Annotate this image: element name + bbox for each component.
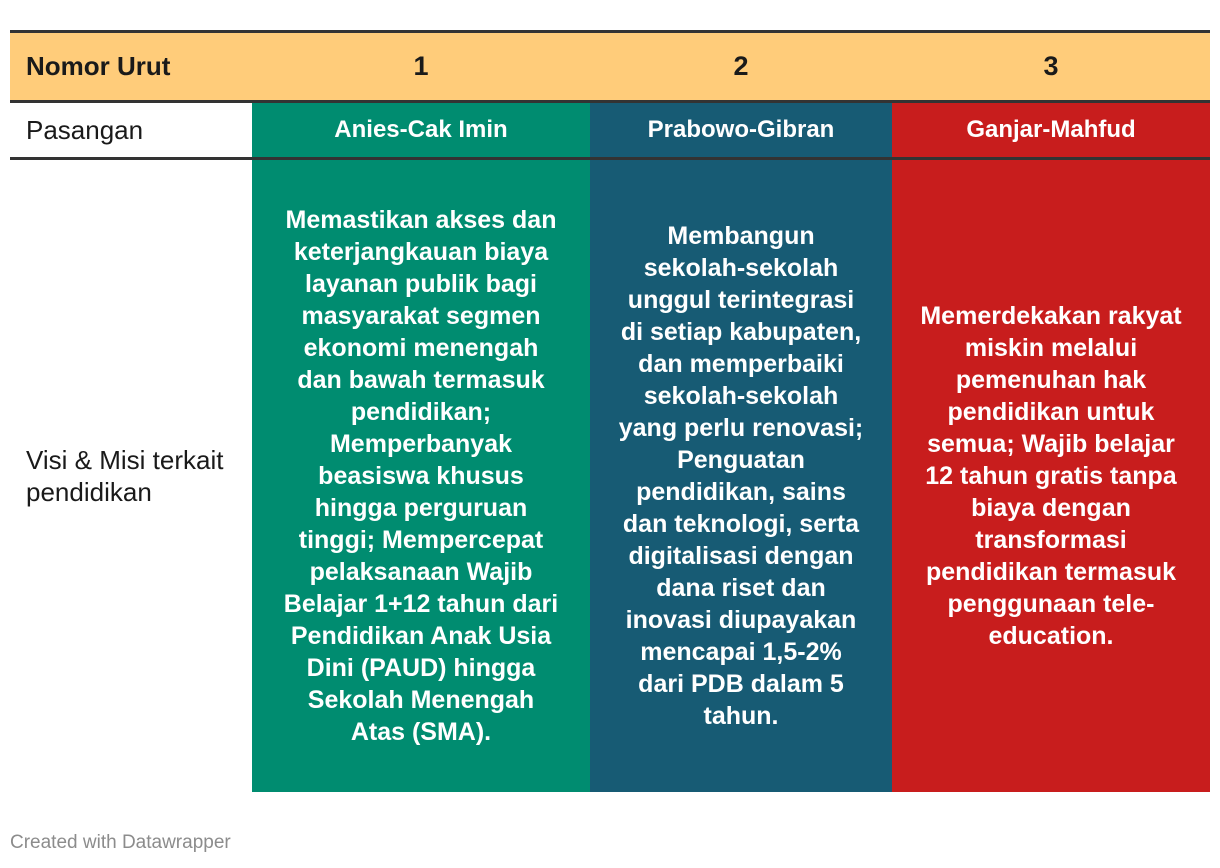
visi-row xyxy=(10,160,1210,792)
pair-row xyxy=(10,103,1210,160)
number-3: 3 xyxy=(1043,51,1059,81)
pair-name-2: Prabowo-Gibran xyxy=(590,103,892,157)
pair-label: Pasangan xyxy=(26,114,144,145)
comparison-table xyxy=(10,30,1210,792)
visi-text-1: Memastikan akses dan keterjangkauan biaya layanan publik bagi masyarakat segmen ekonomi menengah dan bawah termasuk pendidikan; Memperbanyak beasiswa khusus hingga perguruan tinggi; Mempercepat pelaksanaan Wajib Belajar 1+12 tahun dari Pendidikan Anak Usia Dini (PAUD) hingga Sekolah Menengah Atas (SMA). xyxy=(252,160,590,792)
visi-text-3: Memerdekakan rakyat miskin melalui pemenuhan hak pendidikan untuk semua; Wajib belajar 12 tahun gratis tanpa biaya dengan transformasi pendidikan termasuk penggunaan tele-education. xyxy=(892,160,1210,792)
number-1: 1 xyxy=(413,51,429,81)
visi-label: Visi & Misi terkait pendidikan xyxy=(26,445,224,507)
header-label: Nomor Urut xyxy=(26,51,171,81)
pair-name-3: Ganjar-Mahfud xyxy=(892,103,1210,157)
pair-name-1: Anies-Cak Imin xyxy=(252,103,590,157)
visi-text-2: Membangun sekolah-sekolah unggul terintegrasi di setiap kabupaten, dan memperbaiki sekolah-sekolah yang perlu renovasi; Penguatan pendidikan, sains dan teknologi, serta digitalisasi dengan dana riset dan inovasi diupayakan mencapai 1,5-2% dari PDB dalam 5 tahun. xyxy=(590,160,892,792)
header-row xyxy=(10,30,1210,103)
footer-credit: Created with Datawrapper xyxy=(10,832,231,853)
number-2: 2 xyxy=(733,51,749,81)
